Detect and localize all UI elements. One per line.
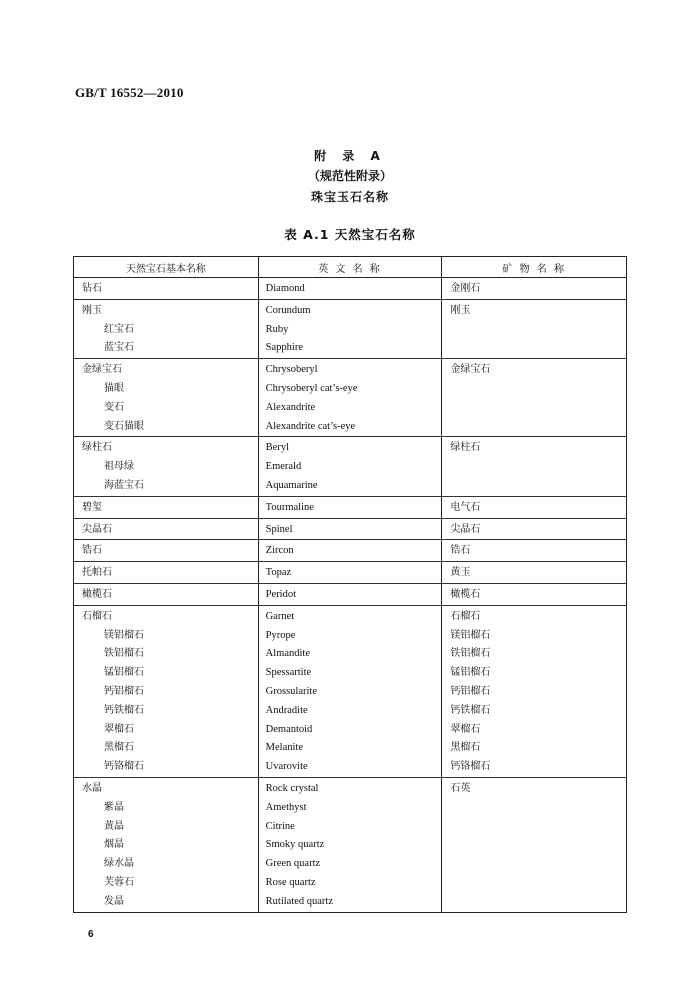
gem-english-name: Pyrope <box>265 629 296 641</box>
gem-mineral-name: 翠榴石 <box>450 723 481 735</box>
gem-english-name: Corundum <box>265 304 311 316</box>
gem-english-name: Andradite <box>265 704 308 716</box>
gem-variety-name: 钙铁榴石 <box>104 704 144 716</box>
basic-name-cell <box>74 777 259 912</box>
gem-mineral-name: 刚玉 <box>450 304 471 316</box>
gem-english-name: Smoky quartz <box>265 839 325 851</box>
gem-variety-name: 钙铝榴石 <box>104 685 144 697</box>
gem-english-name: Diamond <box>265 283 305 294</box>
gem-variety-name: 黑榴石 <box>104 742 134 754</box>
gem-variety-name: 发晶 <box>104 895 124 907</box>
gem-mineral-name: 金绿宝石 <box>450 364 491 376</box>
gem-variety-name: 黄晶 <box>104 820 124 832</box>
gem-basic-name: 钻石 <box>82 283 102 294</box>
gem-variety-name: 红宝石 <box>104 323 134 335</box>
table-row <box>74 437 627 496</box>
mineral-name-cell <box>442 562 627 584</box>
english-name-cell <box>258 278 442 300</box>
gem-english-name: Peridot <box>265 588 296 600</box>
table-row <box>74 605 627 777</box>
gem-variety-name: 祖母绿 <box>104 461 134 473</box>
gem-english-name: Almandite <box>265 648 310 660</box>
mineral-name-cell <box>442 359 627 437</box>
gem-variety-name: 翠榴石 <box>104 723 134 735</box>
gem-english-name: Ruby <box>265 323 289 335</box>
english-name-cell <box>258 299 442 358</box>
english-name-cell <box>258 540 442 562</box>
table-header-row <box>74 257 627 278</box>
gem-english-name: Demantoid <box>265 723 313 735</box>
gem-variety-name: 绿水晶 <box>104 858 134 870</box>
gem-mineral-name: 石榴石 <box>450 610 481 622</box>
gem-variety-name: 锰铝榴石 <box>104 667 144 679</box>
english-name-cell <box>258 359 442 437</box>
gem-basic-name: 刚玉 <box>82 304 102 316</box>
english-name-cell <box>258 562 442 584</box>
gem-english-name: Spessartite <box>265 667 312 679</box>
gem-english-name: Melanite <box>265 742 303 754</box>
page-number: 6 <box>88 929 94 940</box>
gem-mineral-name: 绿柱石 <box>450 442 481 454</box>
english-name-cell <box>258 605 442 777</box>
table-caption: 表 A.1 天然宝石名称 <box>284 227 416 242</box>
english-name-cell <box>258 777 442 912</box>
gem-english-name: Green quartz <box>265 858 321 870</box>
table-row <box>74 562 627 584</box>
basic-name-cell <box>74 562 259 584</box>
basic-name-cell <box>74 359 259 437</box>
gem-mineral-name: 尖晶石 <box>450 523 481 535</box>
gem-variety-name: 镁铝榴石 <box>104 629 144 641</box>
column-header-english-name: 英 文 名 称 <box>258 257 442 278</box>
gem-english-name: Topaz <box>265 567 292 579</box>
gem-variety-name: 猫眼 <box>104 382 124 394</box>
standard-code: GB/T 16552—2010 <box>75 85 184 100</box>
gem-mineral-name: 黑榴石 <box>450 742 481 754</box>
gem-variety-name: 芙蓉石 <box>104 876 134 888</box>
gem-mineral-name: 锰铝榴石 <box>450 667 491 679</box>
gem-variety-name: 蓝宝石 <box>104 342 134 354</box>
mineral-name-cell <box>442 299 627 358</box>
basic-name-cell <box>74 605 259 777</box>
table-row <box>74 540 627 562</box>
gem-names-table <box>73 256 627 913</box>
column-header-basic-name: 天然宝石基本名称 <box>74 257 259 278</box>
gem-mineral-name: 钙铁榴石 <box>450 704 491 716</box>
gem-basic-name: 尖晶石 <box>82 523 112 535</box>
gem-variety-name: 烟晶 <box>104 839 124 851</box>
gem-basic-name: 锆石 <box>82 545 102 557</box>
gem-basic-name: 绿柱石 <box>82 442 112 454</box>
mineral-name-cell <box>442 278 627 300</box>
gem-basic-name: 托帕石 <box>82 567 112 579</box>
gem-mineral-name: 锆石 <box>450 545 471 557</box>
gem-english-name: Grossularite <box>265 685 317 697</box>
gem-mineral-name: 电气石 <box>450 501 481 513</box>
table-row <box>74 278 627 300</box>
table-row <box>74 583 627 605</box>
table-row <box>74 777 627 912</box>
gem-basic-name: 石榴石 <box>82 610 112 622</box>
gem-mineral-name: 铁铝榴石 <box>450 648 491 660</box>
mineral-name-cell <box>442 605 627 777</box>
gem-english-name: Alexandrite cat’s-eye <box>265 420 356 432</box>
english-name-cell <box>258 583 442 605</box>
gem-mineral-name: 镁铝榴石 <box>450 629 491 641</box>
appendix-title: 附 录 A <box>314 149 386 163</box>
gem-basic-name: 橄榄石 <box>82 588 112 600</box>
gem-english-name: Emerald <box>265 461 302 473</box>
gem-mineral-name: 金刚石 <box>450 283 481 294</box>
gem-mineral-name: 钙铝榴石 <box>450 685 491 697</box>
gem-mineral-name: 黄玉 <box>450 567 471 579</box>
gem-english-name: Tourmaline <box>265 501 314 513</box>
table-row <box>74 299 627 358</box>
gem-variety-name: 紫晶 <box>104 801 124 813</box>
gem-english-name: Beryl <box>265 442 289 454</box>
english-name-cell <box>258 437 442 496</box>
gem-english-name: Garnet <box>265 610 295 622</box>
mineral-name-cell <box>442 496 627 518</box>
gem-english-name: Rutilated quartz <box>265 895 334 907</box>
gem-mineral-name: 钙铬榴石 <box>450 761 491 773</box>
gem-english-name: Sapphire <box>265 342 303 354</box>
appendix-subtitle: 珠宝玉石名称 <box>310 190 389 204</box>
column-header-mineral-name: 矿 物 名 称 <box>442 257 627 278</box>
gem-variety-name: 变石猫眼 <box>104 420 144 432</box>
table-row <box>74 496 627 518</box>
gem-english-name: Chrysoberyl cat’s-eye <box>265 382 358 394</box>
basic-name-cell <box>74 583 259 605</box>
gem-mineral-name: 石英 <box>450 782 471 794</box>
appendix-type: （规范性附录） <box>307 169 392 183</box>
gem-english-name: Aquamarine <box>265 479 318 491</box>
basic-name-cell <box>74 518 259 540</box>
english-name-cell <box>258 518 442 540</box>
gem-english-name: Amethyst <box>265 801 307 813</box>
mineral-name-cell <box>442 437 627 496</box>
gem-english-name: Alexandrite <box>265 401 316 413</box>
gem-basic-name: 金绿宝石 <box>82 364 122 376</box>
gem-english-name: Spinel <box>265 523 293 535</box>
gem-basic-name: 碧玺 <box>82 501 102 513</box>
basic-name-cell <box>74 278 259 300</box>
basic-name-cell <box>74 299 259 358</box>
gem-variety-name: 铁铝榴石 <box>104 648 144 660</box>
gem-english-name: Chrysoberyl <box>265 364 318 376</box>
mineral-name-cell <box>442 518 627 540</box>
gem-english-name: Zircon <box>265 545 294 557</box>
gem-english-name: Citrine <box>265 820 295 832</box>
table-row <box>74 518 627 540</box>
gem-variety-name: 海蓝宝石 <box>104 479 144 491</box>
gem-basic-name: 水晶 <box>82 782 102 794</box>
english-name-cell <box>258 496 442 518</box>
gem-mineral-name: 橄榄石 <box>450 588 481 600</box>
mineral-name-cell <box>442 777 627 912</box>
gem-english-name: Rock crystal <box>265 782 319 794</box>
basic-name-cell <box>74 496 259 518</box>
gem-english-name: Rose quartz <box>265 876 316 888</box>
mineral-name-cell <box>442 583 627 605</box>
basic-name-cell <box>74 437 259 496</box>
table-row <box>74 359 627 437</box>
gem-variety-name: 变石 <box>104 401 124 413</box>
basic-name-cell <box>74 540 259 562</box>
mineral-name-cell <box>442 540 627 562</box>
gem-english-name: Uvarovite <box>265 761 308 773</box>
gem-variety-name: 钙铬榴石 <box>104 761 144 773</box>
